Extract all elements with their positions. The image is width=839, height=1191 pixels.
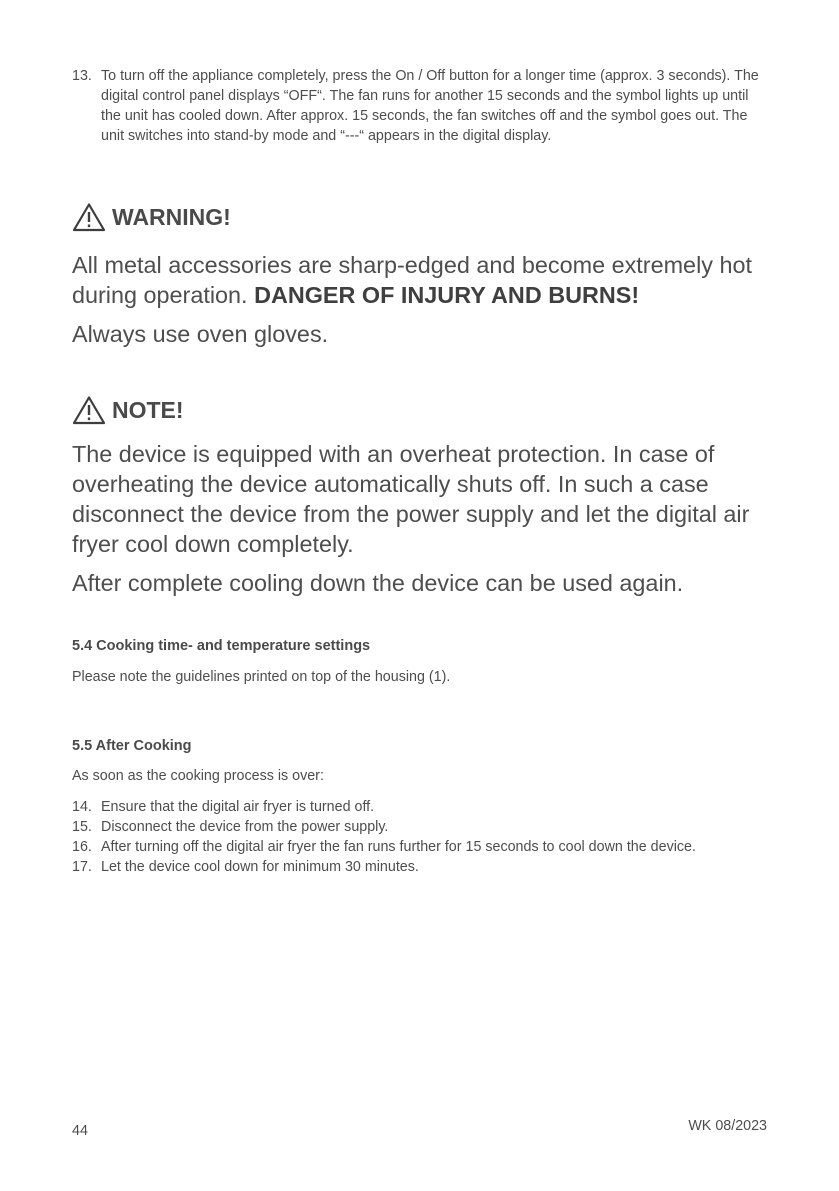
step-text: To turn off the appliance completely, press the On / Off button for a longer time (approx. 3 seconds). The digital control panel displays “OFF“. The fan runs for another 15 seconds and the symbol lights up until the unit has cooled down. After approx. 15 seconds, the fan switches off and the symbol goes out. The unit switches into stand-by mode and “---“ appears in the digital display. [101,68,759,144]
note-heading [72,395,184,425]
step-text: After turning off the digital air fryer the fan runs further for 15 seconds to cool down the device. [101,839,696,855]
step-text: Disconnect the device from the power supply. [101,819,389,835]
section-heading-5-4: 5.4 Cooking time- and temperature settings [72,638,371,654]
step-list-after-cooking [72,797,762,877]
page-number: 44 [72,1123,88,1139]
warning-heading [72,202,231,232]
warning-text [72,250,772,310]
step-number: 13. [72,68,92,84]
step-text: Ensure that the digital air fryer is turned off. [101,799,375,815]
list-item [72,797,762,817]
section-5-4-text: Please note the guidelines printed on top of the housing (1). [72,669,451,685]
list-item [72,66,762,146]
section-5-5-intro: As soon as the cooking process is over: [72,768,324,784]
warning-title: WARNING! [112,203,231,230]
list-item [72,817,762,837]
list-item [72,857,762,877]
step-text: Let the device cool down for minimum 30 minutes. [101,859,419,875]
warning-emphasis: DANGER OF INJURY AND BURNS! [254,282,640,308]
warning-text-part1: All metal accessories are sharp-edged and become extremely hot during operation. [72,252,752,308]
step-number: 15. [72,819,92,835]
step-number: 14. [72,799,92,815]
note-title: NOTE! [112,396,184,423]
document-code: WK 08/2023 [688,1118,767,1134]
step-number: 16. [72,839,92,855]
list-item [72,837,762,857]
step-list-top [72,66,762,146]
warning-triangle-icon [72,202,112,232]
note-text-2: After complete cooling down the device can be used again. [72,570,684,596]
step-number: 17. [72,859,92,875]
warning-gloves-text: Always use oven gloves. [72,321,329,347]
section-heading-5-5: 5.5 After Cooking [72,738,192,754]
warning-triangle-icon [72,395,112,425]
note-text: The device is equipped with an overheat protection. In case of overheating the device automatically shuts off. In such a case disconnect the device from the power supply and let the digital air fryer cool down completely. [72,441,750,557]
